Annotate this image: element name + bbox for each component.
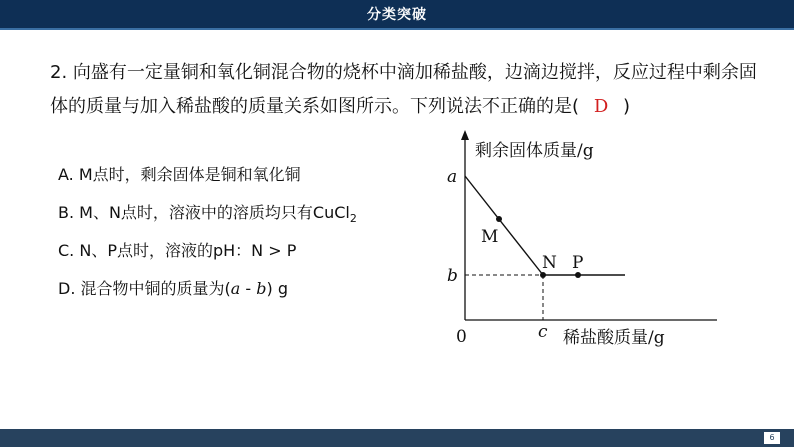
point-m-label: M — [481, 227, 499, 247]
paren-open: ( — [572, 96, 580, 117]
page-number: 6 — [764, 432, 780, 444]
paren-close: ) — [623, 96, 631, 117]
option-b-text: B. M、N点时，溶液中的溶质均只有CuCl — [58, 203, 350, 222]
option-d-minus: - — [240, 279, 257, 298]
slide-title: 分类突破 — [367, 7, 427, 23]
option-d-text: D. 混合物中铜的质量为( — [58, 279, 231, 298]
option-a: A. M点时，剩余固体是铜和氧化铜 — [58, 165, 301, 184]
option-d-var-a: a — [230, 279, 241, 298]
x-tick-c: c — [538, 322, 548, 342]
mass-chart — [435, 128, 735, 358]
y-tick-b: b — [447, 266, 458, 286]
y-axis-arrow — [461, 130, 469, 140]
option-c: C. N、P点时，溶液的pH：N > P — [58, 241, 297, 260]
option-d-suffix: ) g — [266, 279, 288, 298]
answer-bracket — [572, 96, 630, 117]
question-text — [50, 56, 770, 124]
answer-letter: D — [593, 96, 609, 117]
point-p-label: P — [572, 253, 584, 273]
option-b-subscript: 2 — [349, 212, 357, 226]
option-d — [58, 276, 288, 299]
option-b — [58, 200, 357, 225]
x-axis-label: 稀盐酸质量/g — [563, 328, 665, 348]
decline-line — [465, 176, 543, 275]
y-tick-a: a — [447, 167, 458, 187]
origin-label: 0 — [456, 327, 467, 347]
header-bar — [0, 0, 794, 30]
y-axis-label: 剩余固体质量/g — [475, 141, 594, 161]
point-m — [496, 216, 502, 222]
footer-bar — [0, 429, 794, 447]
point-n-label: N — [542, 253, 557, 273]
question-body: 2. 向盛有一定量铜和氧化铜混合物的烧杯中滴加稀盐酸，边滴边搅拌，反应过程中剩余固体的质量与加入稀盐酸的质量关系如图所示。下列说法不正确的是 — [50, 62, 757, 117]
option-d-var-b: b — [256, 279, 267, 298]
